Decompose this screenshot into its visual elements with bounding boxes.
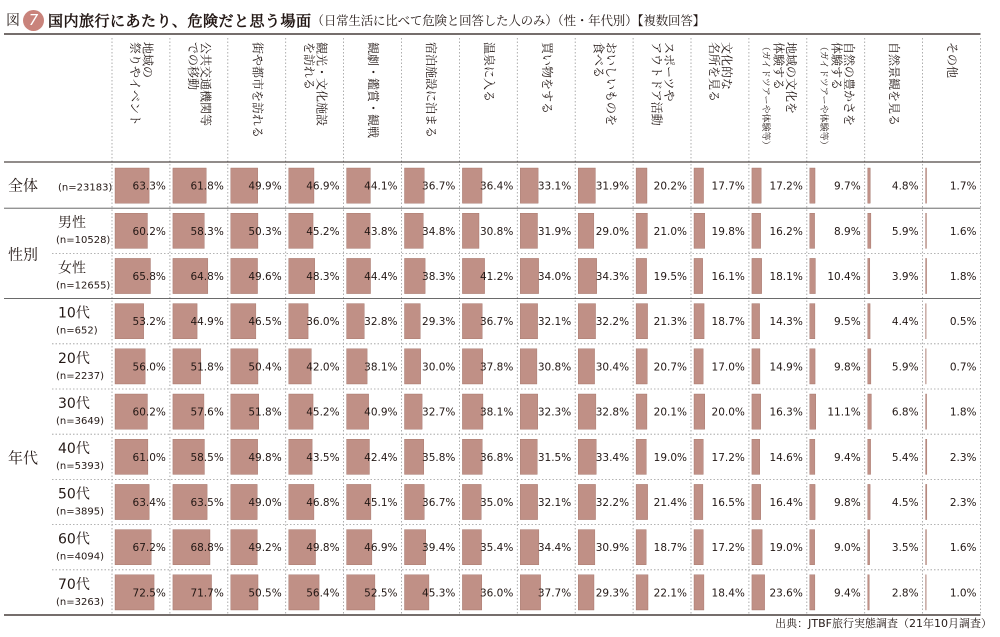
bar: [926, 484, 927, 519]
bar: [405, 349, 421, 384]
data-label: 43.8%: [364, 225, 398, 238]
data-label: 41.2%: [479, 271, 514, 283]
data-label: 16.4%: [769, 497, 803, 509]
data-label: 50.3%: [248, 225, 282, 238]
data-label: 58.5%: [190, 451, 224, 464]
bar: [752, 530, 762, 565]
row-sample-size: (n=23183): [58, 182, 113, 194]
bar: [752, 213, 761, 248]
data-label: 2.3%: [949, 497, 977, 509]
bar: [868, 258, 870, 293]
bar: [694, 575, 704, 610]
bar: [868, 168, 871, 203]
category-label: おいしいものを: [603, 42, 618, 127]
bar: [752, 394, 761, 429]
bar: [578, 484, 595, 519]
data-label: 51.8%: [248, 406, 282, 419]
data-label: 29.0%: [595, 225, 630, 238]
data-label: 3.5%: [891, 542, 919, 555]
data-label: 64.8%: [190, 271, 224, 283]
data-label: 9.8%: [834, 497, 861, 509]
data-label: 1.6%: [949, 225, 977, 238]
category-label: 自然景観を見る: [887, 42, 902, 127]
bar: [636, 394, 647, 429]
category-label: その他: [945, 42, 960, 79]
category-label: 食べる: [591, 42, 606, 79]
bar: [520, 484, 537, 519]
bar: [868, 530, 870, 565]
bar: [636, 484, 648, 519]
data-label: 1.7%: [949, 180, 977, 193]
data-label: 42.0%: [306, 361, 340, 374]
data-label: 49.6%: [248, 271, 282, 283]
data-label: 72.5%: [132, 587, 166, 600]
bar: [926, 575, 927, 610]
category-label: 自然の豊かさを: [841, 42, 856, 127]
category-label: アウトドア活動: [649, 42, 664, 126]
row-label: 20代: [58, 350, 90, 367]
bar: [810, 349, 815, 384]
data-label: 58.3%: [190, 225, 224, 238]
bar: [405, 213, 424, 248]
data-label: 5.9%: [891, 225, 919, 238]
bar: [694, 168, 704, 203]
category-note: （ガイドツアーや体験等）: [817, 42, 828, 150]
bar: [578, 349, 594, 384]
data-label: 32.3%: [537, 406, 572, 419]
data-label: 21.4%: [653, 497, 687, 509]
data-label: 35.0%: [479, 497, 514, 509]
data-label: 9.4%: [834, 451, 861, 464]
data-label: 1.8%: [949, 406, 977, 419]
chart-subtitle: （日常生活に比べて危険と回答した人のみ）（性・年代別）【複数回答】: [311, 13, 705, 28]
data-label: 36.4%: [479, 180, 514, 193]
bar: [752, 168, 761, 203]
bar: [520, 258, 538, 293]
data-label: 19.0%: [769, 542, 803, 555]
bar: [578, 575, 594, 610]
row-sample-size: (n=3649): [56, 416, 104, 427]
row-sample-size: (n=5393): [56, 461, 104, 473]
data-label: 34.0%: [537, 271, 572, 283]
data-label: 19.5%: [653, 271, 687, 283]
category-label: 買い物をする: [539, 42, 554, 115]
data-label: 49.8%: [306, 542, 340, 555]
data-label: 36.7%: [422, 497, 456, 509]
row-label: 60代: [58, 531, 90, 548]
bar: [926, 439, 927, 474]
bar: [926, 168, 927, 203]
data-label: 16.1%: [711, 271, 745, 283]
bar: [578, 439, 596, 474]
data-label: 17.7%: [711, 180, 745, 193]
data-label: 32.7%: [422, 406, 456, 419]
data-label: 33.4%: [595, 451, 630, 464]
data-label: 8.9%: [834, 225, 861, 238]
data-label: 56.4%: [306, 587, 340, 600]
data-label: 61.8%: [190, 180, 224, 193]
bar: [868, 304, 870, 339]
bar: [868, 575, 870, 610]
data-label: 20.1%: [653, 406, 687, 419]
data-label: 36.0%: [479, 587, 514, 600]
data-label: 65.8%: [132, 271, 166, 283]
bar: [578, 258, 596, 293]
bar: [520, 439, 537, 474]
data-label: 14.6%: [769, 451, 803, 464]
data-label: 32.8%: [364, 316, 398, 329]
category-label: 観劇・鑑賞・観戦: [366, 42, 381, 139]
data-label: 0.5%: [949, 316, 977, 329]
row-label: 男性: [58, 215, 86, 232]
data-label: 36.7%: [422, 180, 456, 193]
row-label: 30代: [58, 396, 90, 412]
bar: [578, 213, 594, 248]
data-label: 29.3%: [595, 587, 630, 600]
data-label: 29.3%: [422, 316, 456, 329]
bar: [694, 213, 705, 248]
bar: [926, 394, 927, 429]
bar: [636, 304, 647, 339]
bar: [694, 484, 703, 519]
data-label: 32.2%: [595, 497, 630, 509]
bar: [462, 484, 481, 519]
data-label: 49.2%: [248, 542, 282, 555]
data-label: 18.1%: [769, 271, 803, 283]
bar: [810, 213, 815, 248]
data-label: 49.9%: [248, 180, 282, 193]
data-label: 40.9%: [364, 406, 398, 419]
category-label: 文化的な: [719, 42, 734, 91]
data-label: 48.3%: [306, 271, 340, 283]
data-label: 35.4%: [479, 542, 514, 555]
data-label: 9.4%: [834, 587, 861, 600]
figure-number-badge: 7: [23, 10, 44, 31]
bar: [810, 168, 815, 203]
data-label: 31.9%: [537, 225, 572, 238]
bar: [636, 213, 647, 248]
data-label: 42.4%: [364, 451, 398, 464]
bar: [405, 394, 423, 429]
row-sample-size: (n=652): [56, 325, 98, 337]
data-label: 44.1%: [364, 180, 398, 193]
data-label: 34.8%: [422, 225, 456, 238]
data-label: 63.4%: [132, 497, 166, 509]
bar: [462, 530, 481, 565]
data-label: 56.0%: [132, 361, 166, 374]
data-label: 9.5%: [834, 316, 861, 329]
data-label: 71.7%: [190, 587, 224, 600]
row-sample-size: (n=4094): [56, 551, 104, 563]
source-note: 出典：JTBF旅行実態調査（21年10月調査）: [775, 617, 992, 630]
data-label: 53.2%: [132, 316, 166, 329]
bar: [810, 394, 816, 429]
data-label: 37.8%: [479, 361, 514, 374]
data-label: 4.5%: [891, 497, 919, 509]
bar: [810, 575, 815, 610]
bar: [694, 439, 703, 474]
data-label: 34.3%: [595, 271, 630, 283]
data-label: 9.8%: [834, 361, 861, 374]
bar: [752, 575, 765, 610]
data-label: 38.3%: [422, 271, 456, 283]
bar: [868, 484, 870, 519]
bar: [926, 213, 927, 248]
category-label: 温泉に入る: [481, 42, 496, 103]
bar: [752, 439, 760, 474]
category-label: 体験する: [771, 42, 786, 91]
bar: [405, 304, 421, 339]
data-label: 36.0%: [306, 316, 340, 329]
data-label: 67.2%: [132, 542, 166, 555]
data-label: 51.8%: [190, 361, 224, 374]
data-label: 21.0%: [653, 225, 687, 238]
data-label: 46.5%: [248, 316, 282, 329]
bar: [868, 213, 871, 248]
data-label: 16.5%: [711, 497, 745, 509]
data-label: 17.2%: [711, 451, 745, 464]
data-label: 1.6%: [949, 542, 977, 555]
data-label: 0.7%: [949, 361, 977, 374]
data-label: 61.0%: [132, 451, 166, 464]
data-label: 49.8%: [248, 451, 282, 464]
row-label: 70代: [58, 576, 90, 593]
data-label: 5.4%: [891, 451, 919, 464]
data-label: 5.9%: [891, 361, 919, 374]
bar: [694, 304, 704, 339]
data-label: 34.4%: [537, 542, 572, 555]
bar: [868, 394, 872, 429]
data-label: 32.1%: [537, 497, 572, 509]
data-label: 17.0%: [711, 361, 745, 374]
data-label: 17.2%: [769, 180, 803, 193]
bar: [520, 304, 537, 339]
data-label: 17.2%: [711, 542, 745, 555]
bar: [810, 530, 815, 565]
data-label: 4.4%: [891, 316, 919, 329]
data-label: 63.5%: [190, 497, 224, 509]
data-label: 20.0%: [711, 406, 745, 419]
data-label: 43.5%: [306, 451, 340, 464]
data-label: 31.5%: [537, 451, 572, 464]
category-label: 観光・文化施設: [314, 42, 329, 127]
data-label: 44.4%: [364, 271, 398, 283]
bar: [810, 258, 816, 293]
data-label: 11.1%: [827, 406, 861, 419]
row-label: 40代: [58, 441, 90, 458]
data-label: 20.7%: [653, 361, 687, 374]
data-label: 45.3%: [422, 587, 456, 600]
bar: [578, 394, 596, 429]
bar: [694, 530, 703, 565]
bar: [636, 575, 648, 610]
data-label: 4.8%: [891, 180, 919, 193]
bar: [578, 168, 595, 203]
data-label: 32.1%: [537, 316, 572, 329]
data-label: 68.8%: [190, 542, 224, 555]
bar: [520, 394, 537, 429]
bar: [926, 530, 927, 565]
data-label: 23.6%: [769, 587, 803, 600]
bar: [347, 304, 365, 339]
data-label: 38.1%: [364, 361, 398, 374]
data-label: 30.8%: [479, 225, 514, 238]
category-label: 体験する: [829, 42, 844, 91]
data-label: 44.9%: [190, 316, 224, 329]
data-label: 60.2%: [132, 406, 166, 419]
data-label: 30.9%: [595, 542, 630, 555]
bar: [462, 575, 481, 610]
bar: [810, 439, 815, 474]
data-label: 1.0%: [949, 587, 977, 600]
data-label: 31.9%: [595, 180, 630, 193]
bar: [289, 304, 308, 339]
data-label: 19.0%: [653, 451, 687, 464]
data-label: 46.8%: [306, 497, 340, 509]
bar: [926, 258, 927, 293]
bar: [636, 349, 647, 384]
category-label: 地域の文化を: [783, 42, 798, 115]
data-label: 18.7%: [653, 542, 687, 555]
data-label: 35.8%: [422, 451, 456, 464]
bar: [868, 349, 871, 384]
row-sample-size: (n=3895): [56, 506, 104, 518]
bar: [694, 349, 703, 384]
category-label: 祭りやイベント: [128, 42, 143, 127]
bar: [752, 258, 762, 293]
bar: [520, 168, 538, 203]
bar: [694, 258, 703, 293]
bar: [752, 484, 761, 519]
category-label: 地域の: [140, 42, 155, 79]
bar: [520, 530, 539, 565]
bar: [868, 439, 871, 474]
bar: [636, 258, 647, 293]
data-label: 37.7%: [537, 587, 572, 600]
data-label: 9.7%: [834, 180, 861, 193]
data-label: 16.3%: [769, 406, 803, 419]
data-label: 50.4%: [248, 361, 282, 374]
data-label: 20.2%: [653, 180, 687, 193]
data-label: 45.2%: [306, 406, 340, 419]
bar: [636, 168, 647, 203]
data-label: 21.3%: [653, 316, 687, 329]
bar: [520, 349, 537, 384]
row-label: 全体: [8, 176, 39, 195]
data-label: 33.1%: [537, 180, 572, 193]
row-sample-size: (n=12655): [56, 280, 111, 292]
data-label: 45.1%: [364, 497, 398, 509]
category-label: 宿泊施設に泊まる: [423, 42, 438, 139]
data-label: 32.2%: [595, 316, 630, 329]
bar: [810, 484, 815, 519]
data-label: 63.3%: [132, 180, 166, 193]
bar: [752, 304, 760, 339]
figure-label: 図: [6, 13, 20, 29]
data-label: 19.8%: [711, 225, 745, 238]
bar: [520, 213, 537, 248]
data-label: 16.2%: [769, 225, 803, 238]
data-label: 39.4%: [422, 542, 456, 555]
row-sample-size: (n=3263): [56, 596, 104, 608]
data-label: 45.2%: [306, 225, 340, 238]
bar: [926, 304, 927, 339]
data-label: 32.8%: [595, 406, 630, 419]
chart-title: 国内旅行にあたり、危険だと思う場面: [48, 11, 312, 30]
data-label: 2.8%: [891, 587, 919, 600]
data-label: 6.8%: [891, 406, 919, 419]
bar: [636, 439, 646, 474]
data-label: 9.0%: [834, 542, 861, 555]
category-label: 街や都市を訪れる: [250, 42, 265, 139]
category-label: での移動: [186, 42, 201, 91]
data-label: 30.4%: [595, 361, 630, 374]
row-label: 女性: [58, 260, 86, 277]
data-label: 46.9%: [364, 542, 398, 555]
bar: [578, 530, 595, 565]
data-label: 18.7%: [711, 316, 745, 329]
data-label: 14.3%: [769, 316, 803, 329]
row-sample-size: (n=2237): [56, 370, 104, 382]
category-note: （ガイドツアーや体験等）: [759, 42, 770, 150]
data-label: 38.1%: [479, 406, 514, 419]
data-label: 52.5%: [364, 587, 398, 600]
data-label: 3.9%: [891, 271, 919, 283]
category-label: を訪れる: [301, 42, 316, 91]
row-sample-size: (n=10528): [56, 235, 111, 247]
data-label: 57.6%: [190, 406, 224, 419]
bar: [636, 530, 646, 565]
bar: [578, 304, 595, 339]
data-label: 1.8%: [949, 271, 977, 283]
bar: [462, 213, 479, 248]
group-label: 性別: [8, 245, 39, 264]
data-label: 60.2%: [132, 225, 166, 238]
bar: [810, 304, 815, 339]
group-label: 年代: [8, 448, 39, 467]
row-label: 10代: [58, 305, 90, 322]
data-label: 50.5%: [248, 587, 282, 600]
category-label: 公共交通機関等: [198, 42, 213, 127]
data-label: 2.3%: [949, 451, 977, 464]
bar: [405, 439, 424, 474]
data-label: 46.9%: [306, 180, 340, 193]
data-label: 14.9%: [769, 361, 803, 374]
bar: [694, 394, 705, 429]
data-label: 18.4%: [711, 587, 745, 600]
data-label: 22.1%: [653, 587, 687, 600]
category-label: スポーツや: [661, 42, 676, 102]
row-label: 50代: [58, 486, 90, 503]
category-label: 名所を見る: [707, 42, 722, 103]
bar: [926, 349, 927, 384]
data-label: 10.4%: [827, 271, 861, 283]
bar: [752, 349, 760, 384]
data-label: 30.0%: [422, 361, 456, 374]
data-label: 36.7%: [479, 316, 514, 329]
data-label: 30.8%: [537, 361, 572, 374]
data-label: 49.0%: [248, 497, 282, 509]
data-label: 36.8%: [479, 451, 514, 464]
